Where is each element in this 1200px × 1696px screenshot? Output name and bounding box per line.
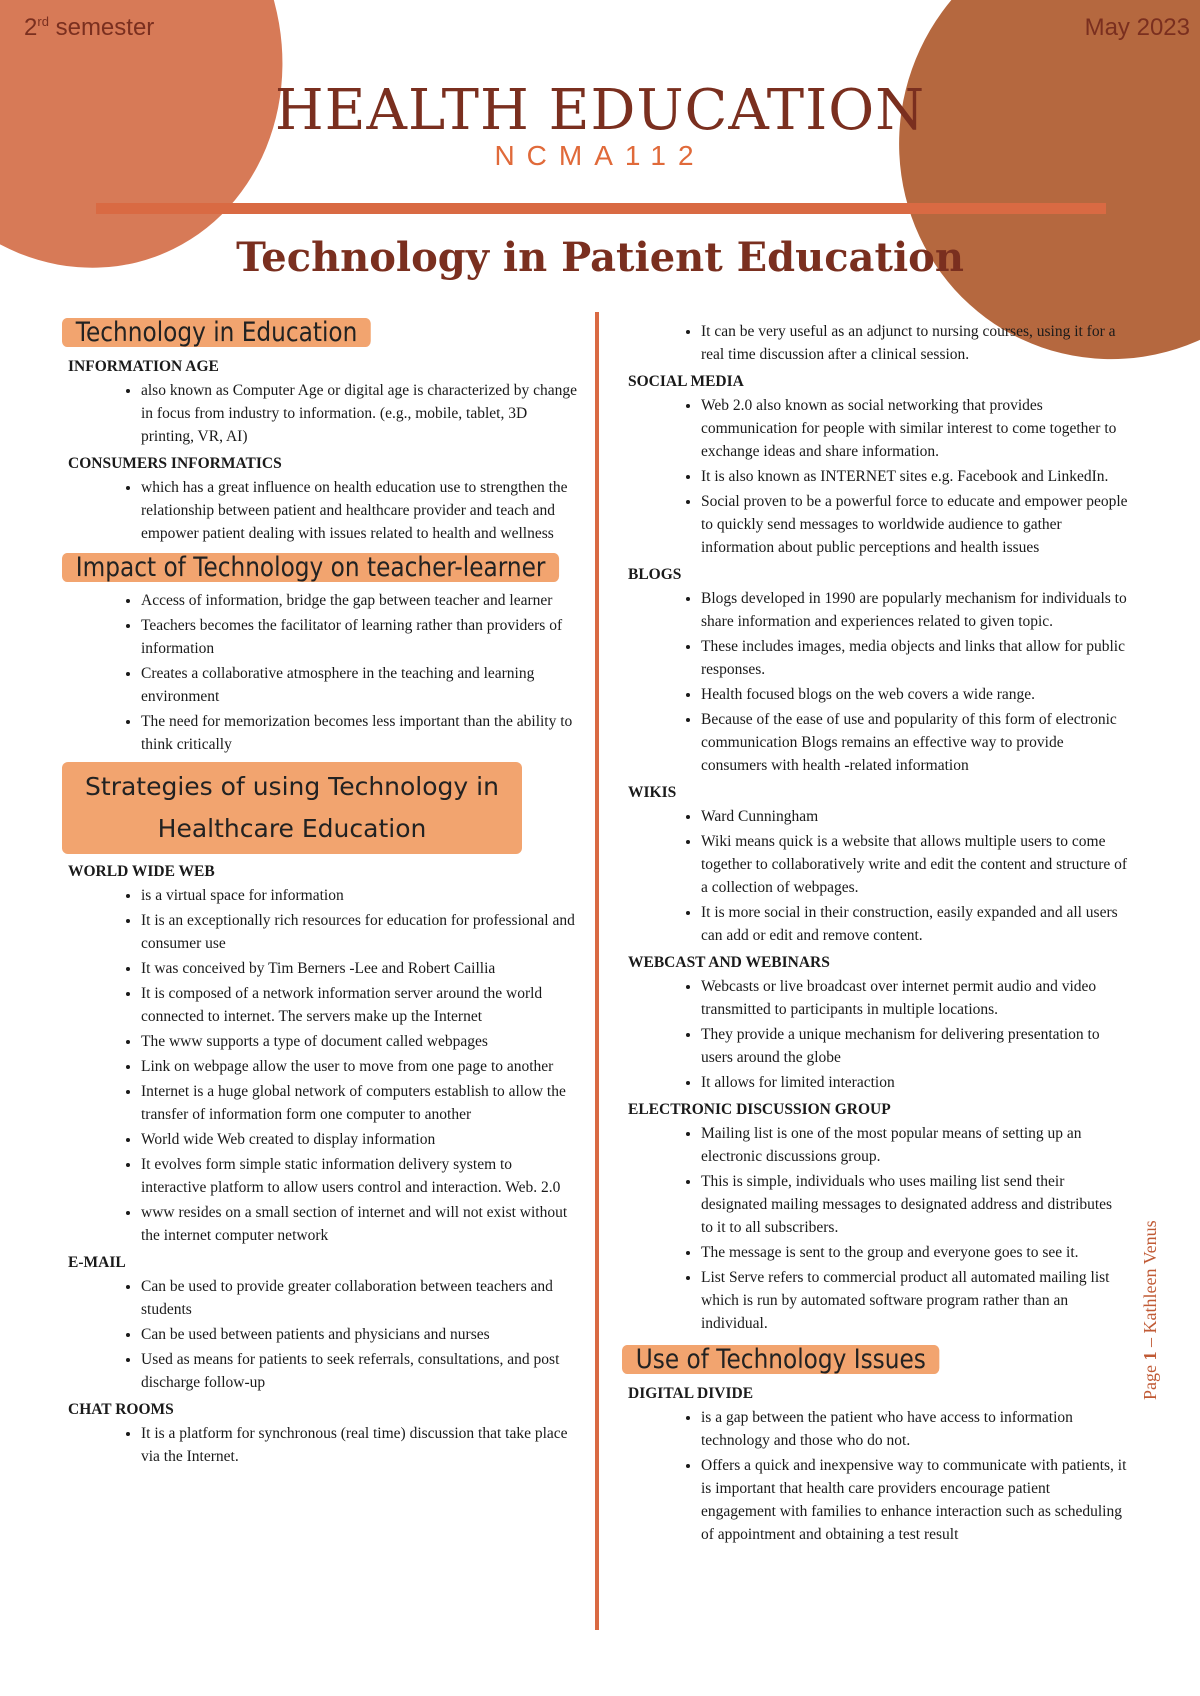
list-item: • Link on webpage allow the user to move from one page to another [141, 1055, 578, 1078]
section-title: ELECTRONIC DISCUSSION GROUP [628, 1101, 891, 1118]
semester-label: 2rd semester [24, 14, 155, 41]
date-label: May 2023 [1084, 14, 1190, 41]
list-item: • It is also known as INTERNET sites e.g. Facebook and LinkedIn. [701, 465, 1128, 488]
list-item: • Creates a collaborative atmosphere in the teaching and learning environment [141, 662, 578, 708]
bullet-list [68, 1422, 578, 1468]
section-title: CONSUMERS INFORMATICS [68, 455, 282, 472]
bullet-list [628, 587, 1128, 777]
list-item: • The www supports a type of document called webpages [141, 1030, 578, 1053]
section-title: BLOGS [628, 566, 682, 583]
list-item: • The need for memorization becomes less important than the ability to think critically [141, 710, 578, 756]
list-item: • Wiki means quick is a website that allows multiple users to come together to collaboratively write and edit the content and structure of a collection of webpages. [701, 830, 1128, 899]
bullet-list [628, 1406, 1128, 1546]
list-item: • They provide a unique mechanism for delivering presentation to users around the globe [701, 1023, 1128, 1069]
section-title: CHAT ROOMS [68, 1401, 174, 1418]
page-subtitle: Technology in Patient Education [236, 234, 964, 281]
header-rule [96, 203, 1106, 214]
heading-strategies-line2: Healthcare Education [157, 814, 427, 843]
list-item: • It is more social in their construction, easily expanded and all users can add or edit and remove content. [701, 901, 1128, 947]
list-item: • Access of information, bridge the gap between teacher and learner [141, 589, 578, 612]
list-item: • Web 2.0 also known as social networking that provides communication for people with similar interest to come together to exchange ideas and share information. [701, 394, 1128, 463]
list-item: • Webcasts or live broadcast over internet permit audio and video transmitted to participants in multiple locations. [701, 975, 1128, 1021]
list-item: • These includes images, media objects and links that allow for public responses. [701, 635, 1128, 681]
bullet-list [68, 476, 578, 545]
section-title: WIKIS [628, 784, 677, 801]
bullet-list [628, 975, 1128, 1094]
list-item: • Social proven to be a powerful force to educate and empower people to quickly send messages to worldwide audience to gather information about public perceptions and health issues [701, 490, 1128, 559]
bullet-list [628, 394, 1128, 559]
list-item: • www resides on a small section of internet and will not exist without the internet computer network [141, 1201, 578, 1247]
section-title: WEBCAST AND WEBINARS [628, 954, 830, 971]
section-title: SOCIAL MEDIA [628, 373, 744, 390]
bullet-list [628, 805, 1128, 947]
list-item: • Internet is a huge global network of computers establish to allow the transfer of information form one computer to another [141, 1080, 578, 1126]
heading-technology-in-education: Technology in Education [62, 318, 371, 347]
list-item: • also known as Computer Age or digital age is characterized by change in focus from industry to information. (e.g., mobile, tablet, 3D printing, VR, AI) [141, 379, 578, 448]
list-item: • The message is sent to the group and everyone goes to see it. [701, 1241, 1128, 1264]
list-item: • This is simple, individuals who uses mailing list send their designated mailing messages to designated address and distributes to it to all subscribers. [701, 1170, 1128, 1239]
right-column [628, 322, 1128, 1550]
section-title: INFORMATION AGE [68, 358, 219, 375]
page-footer: Page 1 – Kathleen Venus [1140, 1220, 1160, 1400]
page-title: HEALTH EDUCATION [274, 78, 926, 143]
list-item: • Ward Cunningham [701, 805, 1128, 828]
left-column [68, 318, 578, 1472]
list-item: • is a gap between the patient who have access to information technology and those who do not. [701, 1406, 1128, 1452]
bullet-list [628, 1122, 1128, 1335]
bullet-list [68, 1275, 578, 1394]
list-item: • Health focused blogs on the web covers a wide range. [701, 683, 1128, 706]
list-item: • It can be very useful as an adjunct to nursing courses, using it for a real time discussion after a clinical session. [701, 320, 1128, 366]
heading-strategies [62, 762, 522, 854]
list-item: • It is composed of a network information server around the world connected to internet. The servers make up the Internet [141, 982, 578, 1028]
list-item: • It is an exceptionally rich resources for education for professional and consumer use [141, 909, 578, 955]
list-item: • Offers a quick and inexpensive way to communicate with patients, it is important that health care providers encourage patient engagement with families to enhance interaction such as scheduling of appointment and obtaining a test result [701, 1454, 1128, 1546]
list-item: • List Serve refers to commercial product all automated mailing list which is run by automated software program rather than an individual. [701, 1266, 1128, 1335]
course-code: NCMA112 [494, 140, 706, 171]
list-item: • Because of the ease of use and popularity of this form of electronic communication Blogs remains an effective way to provide consumers with health -related information [701, 708, 1128, 777]
list-item: • Mailing list is one of the most popular means of setting up an electronic discussions group. [701, 1122, 1128, 1168]
section-title: E-MAIL [68, 1254, 126, 1271]
section-title: WORLD WIDE WEB [68, 863, 215, 880]
heading-issues: Use of Technology Issues [622, 1345, 940, 1374]
bullet-list [68, 589, 578, 756]
bullet-list [68, 379, 578, 448]
heading-impact: Impact of Technology on teacher-learner [62, 553, 559, 582]
list-item: • It is a platform for synchronous (real time) discussion that take place via the Internet. [141, 1422, 578, 1468]
list-item: • It allows for limited interaction [701, 1071, 1128, 1094]
bullet-list [68, 884, 578, 1247]
list-item: • Used as means for patients to seek referrals, consultations, and post discharge follow-up [141, 1348, 578, 1394]
list-item: • Can be used to provide greater collaboration between teachers and students [141, 1275, 578, 1321]
bullet-list [628, 320, 1128, 366]
list-item: • which has a great influence on health education use to strengthen the relationship between patient and healthcare provider and teach and empower patient dealing with issues related to health and wellness [141, 476, 578, 545]
list-item: • Blogs developed in 1990 are popularly mechanism for individuals to share information and experiences related to given topic. [701, 587, 1128, 633]
list-item: • Can be used between patients and physicians and nurses [141, 1323, 578, 1346]
list-item: • World wide Web created to display information [141, 1128, 578, 1151]
column-divider [595, 312, 599, 1630]
list-item: • Teachers becomes the facilitator of learning rather than providers of information [141, 614, 578, 660]
section-title: DIGITAL DIVIDE [628, 1385, 754, 1402]
heading-strategies-line1: Strategies of using Technology in [85, 772, 499, 801]
list-item: • It evolves form simple static information delivery system to interactive platform to allow users control and interaction. Web. 2.0 [141, 1153, 578, 1199]
list-item: • is a virtual space for information [141, 884, 578, 907]
list-item: • It was conceived by Tim Berners -Lee and Robert Caillia [141, 957, 578, 980]
